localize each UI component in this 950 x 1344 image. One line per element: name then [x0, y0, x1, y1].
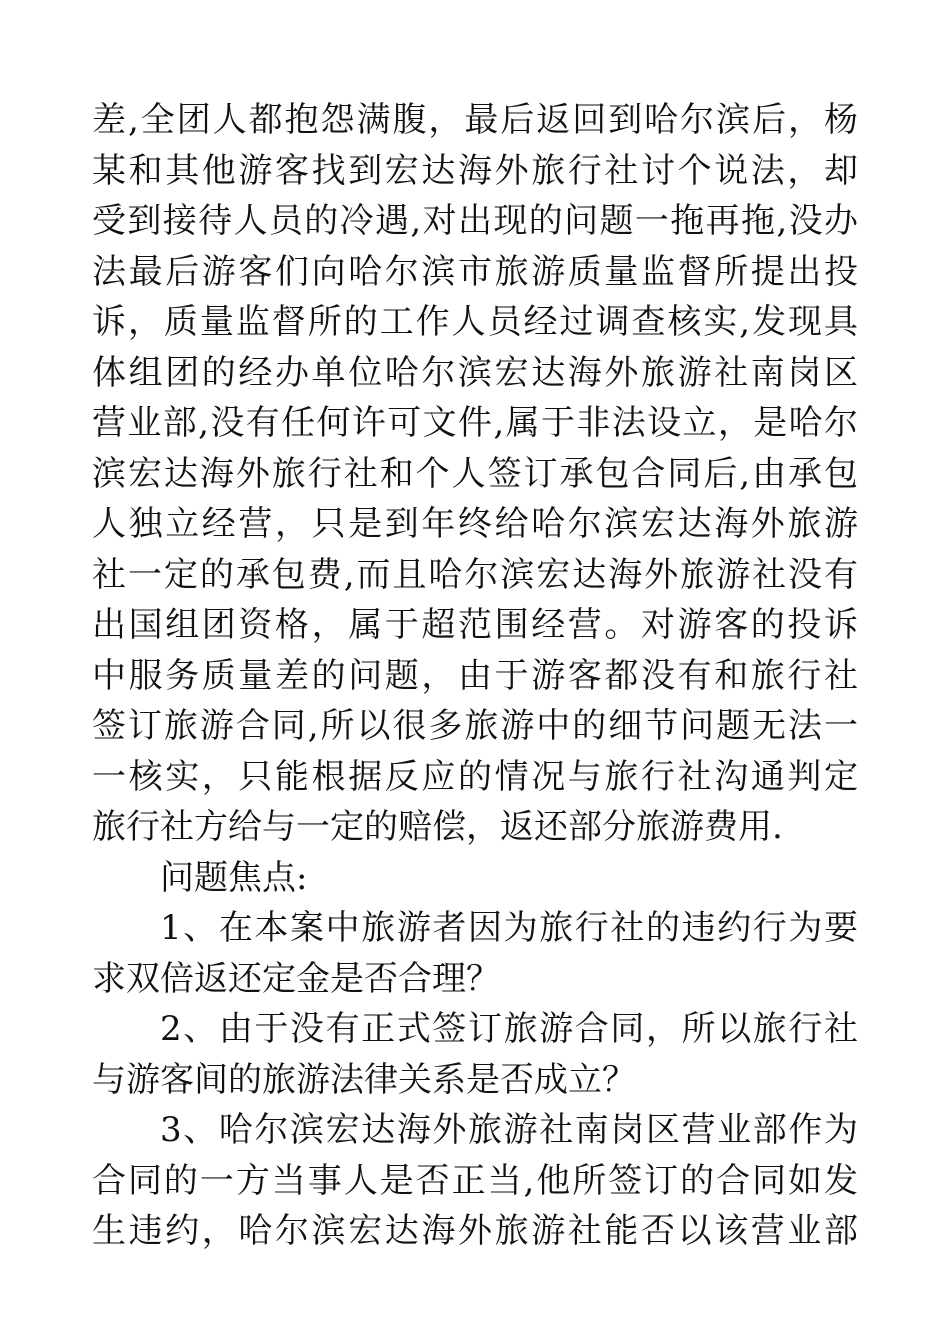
paragraph-issue-2	[92, 1004, 858, 1105]
text-line: 滨宏达海外旅行社和个人签订承包合同后,由承包	[92, 453, 858, 494]
text-line: 求双倍返还定金是否合理？	[92, 958, 500, 999]
text-line: 中服务质量差的问题，由于游客都没有和旅行社	[92, 655, 858, 696]
text-line: 受到接待人员的冷遇,对出现的问题一拖再拖,没办	[92, 201, 858, 241]
text-line: 旅行社方给与一定的赔偿，返还部分旅游费用.	[92, 807, 783, 847]
text-line: 2、由于没有正式签订旅游合同，所以旅行社	[160, 1009, 858, 1049]
paragraph-issue-3	[92, 1105, 858, 1257]
document-body	[92, 95, 858, 1257]
section-heading: 问题焦点:	[160, 857, 308, 898]
text-line: 签订旅游合同,所以很多旅游中的细节问题无法一	[92, 706, 858, 746]
paragraph-issue-1	[92, 903, 858, 1004]
text-line: 社一定的承包费,而且哈尔滨宏达海外旅游社没有	[92, 554, 858, 595]
text-line: 1、在本案中旅游者因为旅行社的违约行为要	[160, 908, 858, 948]
text-line: 出国组团资格，属于超范围经营。对游客的投诉	[92, 605, 858, 645]
text-line: 与游客间的旅游法律关系是否成立？	[92, 1059, 636, 1100]
paragraph-issue-heading	[92, 853, 858, 904]
text-line: 诉，质量监督所的工作人员经过调查核实,发现具	[92, 302, 858, 342]
paragraph-case-description	[92, 95, 858, 853]
text-line: 3、哈尔滨宏达海外旅游社南岗区营业部作为	[160, 1110, 858, 1150]
text-line: 某和其他游客找到宏达海外旅行社讨个说法，却	[92, 150, 858, 191]
text-line: 差,全团人都抱怨满腹，最后返回到哈尔滨后，杨	[92, 100, 858, 140]
text-line: 人独立经营，只是到年终给哈尔滨宏达海外旅游	[92, 504, 858, 544]
text-line: 一核实，只能根据反应的情况与旅行社沟通判定	[92, 756, 858, 797]
text-line: 生违约，哈尔滨宏达海外旅游社能否以该营业部	[92, 1211, 858, 1251]
text-line: 营业部,没有任何许可文件,属于非法设立，是哈尔	[92, 403, 858, 443]
text-line: 合同的一方当事人是否正当,他所签订的合同如发	[92, 1160, 858, 1201]
text-line: 体组团的经办单位哈尔滨宏达海外旅游社南岗区	[92, 352, 858, 393]
text-line: 法最后游客们向哈尔滨市旅游质量监督所提出投	[92, 251, 858, 292]
